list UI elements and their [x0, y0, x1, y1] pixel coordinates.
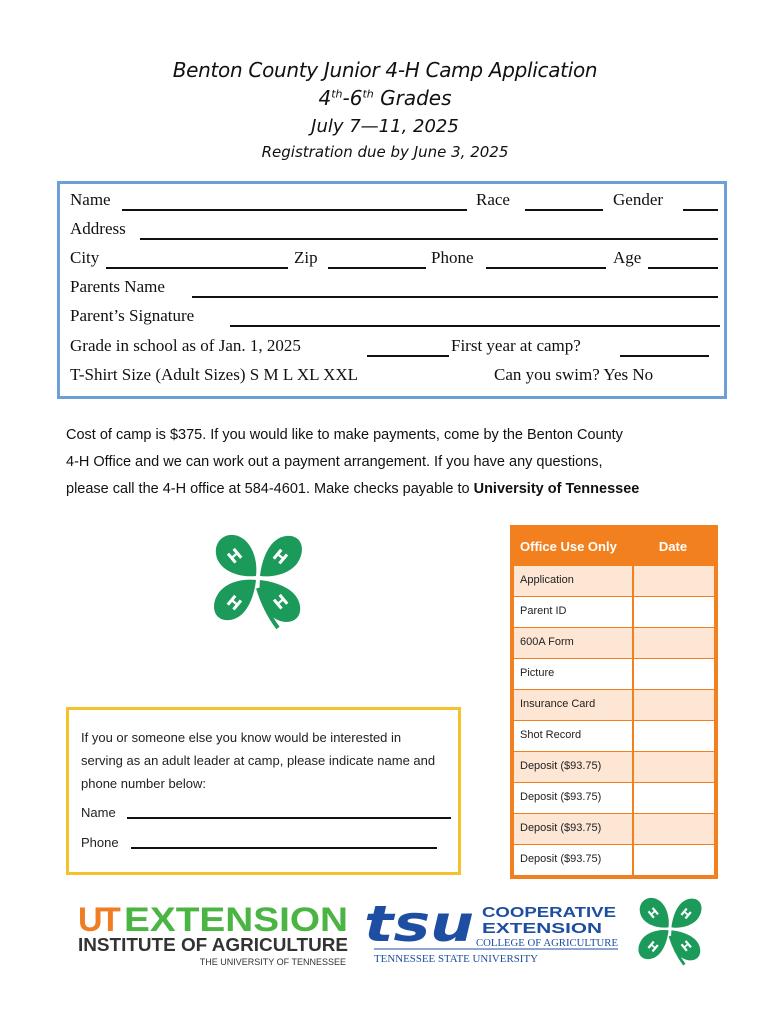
svg-text:H: H: [677, 905, 695, 923]
table-row: Application: [514, 566, 714, 597]
parent-signature-label: Parent’s Signature: [70, 306, 195, 325]
parents-name-label: Parents Name: [70, 277, 165, 296]
name-field[interactable]: [122, 209, 467, 211]
city-field[interactable]: [106, 267, 288, 269]
race-label: Race: [476, 190, 510, 209]
tshirt-size-options[interactable]: T-Shirt Size (Adult Sizes) S M L XL XXL: [70, 365, 359, 384]
svg-text:H: H: [222, 591, 246, 615]
date-cell[interactable]: [632, 659, 714, 690]
camp-dates: July 7—11, 2025: [311, 116, 459, 137]
date-cell[interactable]: [632, 814, 714, 845]
svg-text:COOPERATIVE: COOPERATIVE: [482, 904, 616, 921]
date-cell[interactable]: [632, 845, 714, 876]
svg-text:T: T: [100, 901, 121, 939]
svg-text:H: H: [268, 545, 292, 569]
age-label: Age: [613, 248, 642, 267]
office-table-header: [514, 529, 714, 566]
office-use-table: [510, 525, 718, 879]
table-row: Deposit ($93.75): [514, 814, 714, 845]
address-label: Address: [70, 219, 126, 238]
form-title: Benton County Junior 4-H Camp Application: [172, 58, 598, 82]
city-label: City: [70, 248, 100, 267]
zip-field[interactable]: [328, 267, 426, 269]
ut-extension-logo: [78, 901, 350, 971]
four-h-clover-logo: [208, 528, 308, 634]
footer-logos: [0, 895, 770, 1005]
adult-leader-box: [66, 707, 461, 875]
date-cell[interactable]: [632, 783, 714, 814]
race-field[interactable]: [525, 209, 603, 211]
svg-text:COLLEGE OF AGRICULTURE: COLLEGE OF AGRICULTURE: [476, 938, 618, 949]
gender-field[interactable]: [683, 209, 718, 211]
svg-text:H: H: [678, 937, 695, 955]
date-cell[interactable]: [632, 690, 714, 721]
leader-name-label: Name: [81, 805, 116, 820]
date-header: Date: [658, 539, 688, 554]
swim-options[interactable]: Can you swim? Yes No: [494, 365, 654, 384]
leader-name-field[interactable]: [127, 817, 451, 819]
phone-label: Phone: [431, 248, 474, 267]
address-field[interactable]: [140, 238, 718, 240]
form-row-signature: [70, 306, 722, 330]
parents-name-field[interactable]: [192, 296, 718, 298]
form-row-parents: [70, 277, 720, 301]
svg-text:INSTITUTE OF AGRICULTURE: INSTITUTE OF AGRICULTURE: [78, 935, 348, 955]
table-row: Insurance Card: [514, 690, 714, 721]
table-row: Picture: [514, 659, 714, 690]
zip-label: Zip: [294, 248, 318, 267]
grade-field[interactable]: [367, 355, 449, 357]
grade-label: Grade in school as of Jan. 1, 2025: [70, 336, 301, 355]
form-row-address: [70, 219, 720, 243]
svg-text:TENNESSEE STATE UNIVERSITY: TENNESSEE STATE UNIVERSITY: [374, 953, 539, 965]
grades-line: 4th-6th Grades: [318, 86, 452, 110]
table-row: Shot Record: [514, 721, 714, 752]
table-row: Parent ID: [514, 597, 714, 628]
form-row-grade: [70, 336, 720, 360]
form-row-tshirt: [70, 365, 720, 389]
date-cell[interactable]: [632, 597, 714, 628]
svg-text:H: H: [223, 544, 247, 568]
payable-to: University of Tennessee: [473, 481, 640, 497]
cost-paragraph: Cost of camp is $375. If you would like to make payments, come by the Benton County 4-H Office and we can work out a payment arrangement. If you have any questions, please call the 4-H office at 584-4601. Make checks payable to University of Tennessee: [66, 427, 640, 497]
svg-text:H: H: [644, 938, 662, 956]
leader-phone-label: Phone: [81, 835, 119, 850]
svg-text:EXTENSION: EXTENSION: [482, 920, 602, 937]
svg-text:EXTENSION: EXTENSION: [124, 901, 348, 939]
date-cell[interactable]: [632, 566, 714, 597]
svg-text:tsu: tsu: [364, 895, 474, 953]
phone-field[interactable]: [486, 267, 606, 269]
gender-label: Gender: [613, 190, 664, 209]
office-use-header: Office Use Only: [520, 539, 617, 554]
form-row-name: [70, 190, 720, 214]
date-cell[interactable]: [632, 721, 714, 752]
leader-phone-field[interactable]: [131, 847, 437, 849]
table-row: Deposit ($93.75): [514, 783, 714, 814]
first-year-label: First year at camp?: [451, 336, 581, 355]
table-row: Deposit ($93.75): [514, 845, 714, 876]
adult-leader-text: If you or someone else you know would be interested in serving as an adult leader at camp, please indicate name and phone number below:: [81, 730, 436, 791]
date-cell[interactable]: [632, 628, 714, 659]
leader-name-row: [81, 801, 451, 824]
table-row: 600A Form: [514, 628, 714, 659]
age-field[interactable]: [648, 267, 718, 269]
registration-deadline: Registration due by June 3, 2025: [261, 143, 509, 161]
svg-text:U: U: [78, 901, 103, 939]
tsu-extension-logo: [364, 895, 620, 967]
four-h-clover-small-logo: [634, 893, 706, 969]
table-row: Deposit ($93.75): [514, 752, 714, 783]
form-row-city: [70, 248, 720, 272]
svg-text:THE UNIVERSITY OF TENNESSEE: THE UNIVERSITY OF TENNESSEE: [199, 957, 346, 967]
first-year-field[interactable]: [620, 355, 709, 357]
date-cell[interactable]: [632, 752, 714, 783]
leader-phone-row: [81, 831, 451, 854]
parent-signature-field[interactable]: [230, 325, 720, 327]
svg-text:H: H: [269, 590, 293, 614]
name-label: Name: [70, 190, 111, 209]
svg-text:H: H: [645, 904, 662, 922]
application-form: [57, 181, 727, 399]
